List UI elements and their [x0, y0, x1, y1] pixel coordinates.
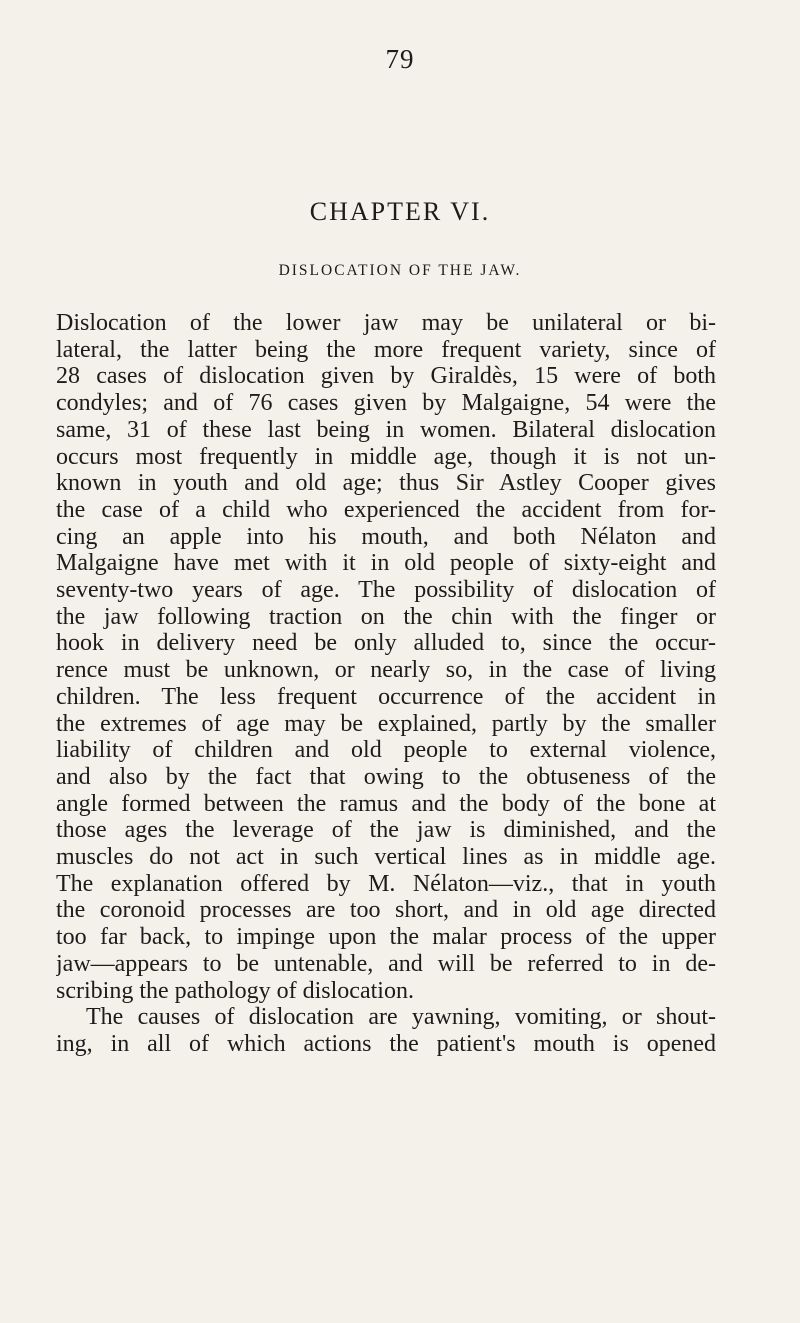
paragraph-1	[56, 310, 716, 1004]
text-line: 28 cases of dislocation given by Giraldès, 15 were of both	[56, 363, 716, 390]
text-line: ing, in all of which actions the patient's mouth is opened	[56, 1030, 716, 1057]
text-line: Malgaigne have met with it in old people of sixty-eight and	[56, 550, 716, 577]
text-line: The causes of dislocation are yawning, vomiting, or shout-	[86, 1004, 716, 1031]
text-line: too far back, to impinge upon the malar process of the upper	[56, 924, 716, 951]
text-line: the case of a child who experienced the accident from for-	[56, 496, 716, 523]
text-line: The explanation offered by M. Nélaton—viz., that in youth	[56, 870, 716, 897]
text-line: angle formed between the ramus and the body of the bone at	[56, 790, 716, 817]
text-line: occurs most frequently in middle age, though it is not un-	[56, 443, 716, 470]
text-line: known in youth and old age; thus Sir Astley Cooper gives	[56, 470, 716, 497]
text-line: children. The less frequent occurrence of the accident in	[56, 683, 716, 710]
text-line: and also by the fact that owing to the obtuseness of the	[56, 763, 716, 790]
text-line: scribing the pathology of dislocation.	[56, 977, 414, 1004]
text-line: the extremes of age may be explained, partly by the smaller	[56, 710, 716, 737]
section-title: DISLOCATION OF THE JAW.	[278, 262, 522, 279]
page-number: 79	[385, 44, 415, 74]
text-line: seventy-two years of age. The possibility of dislocation of	[56, 577, 716, 604]
text-line: same, 31 of these last being in women. Bilateral dislocation	[56, 416, 716, 443]
text-line: lateral, the latter being the more frequent variety, since of	[56, 336, 716, 363]
text-line: those ages the leverage of the jaw is diminished, and the	[56, 817, 716, 844]
text-line: hook in delivery need be only alluded to, since the occur-	[56, 630, 716, 657]
text-line: rence must be unknown, or nearly so, in the case of living	[56, 657, 716, 684]
text-line: Dislocation of the lower jaw may be unilateral or bi-	[56, 310, 716, 336]
chapter-title: CHAPTER VI.	[309, 197, 491, 226]
text-line: liability of children and old people to external violence,	[56, 737, 716, 764]
text-line: muscles do not act in such vertical lines as in middle age.	[56, 844, 716, 871]
paragraph-2	[56, 1004, 716, 1057]
text-line: condyles; and of 76 cases given by Malgaigne, 54 were the	[56, 390, 716, 417]
text-line: jaw—appears to be untenable, and will be referred to in de-	[56, 950, 716, 977]
body-text	[56, 310, 716, 1058]
text-line: cing an apple into his mouth, and both Nélaton and	[56, 523, 716, 550]
text-line: the jaw following traction on the chin with the finger or	[56, 603, 716, 630]
text-line: the coronoid processes are too short, and in old age directed	[56, 897, 716, 924]
